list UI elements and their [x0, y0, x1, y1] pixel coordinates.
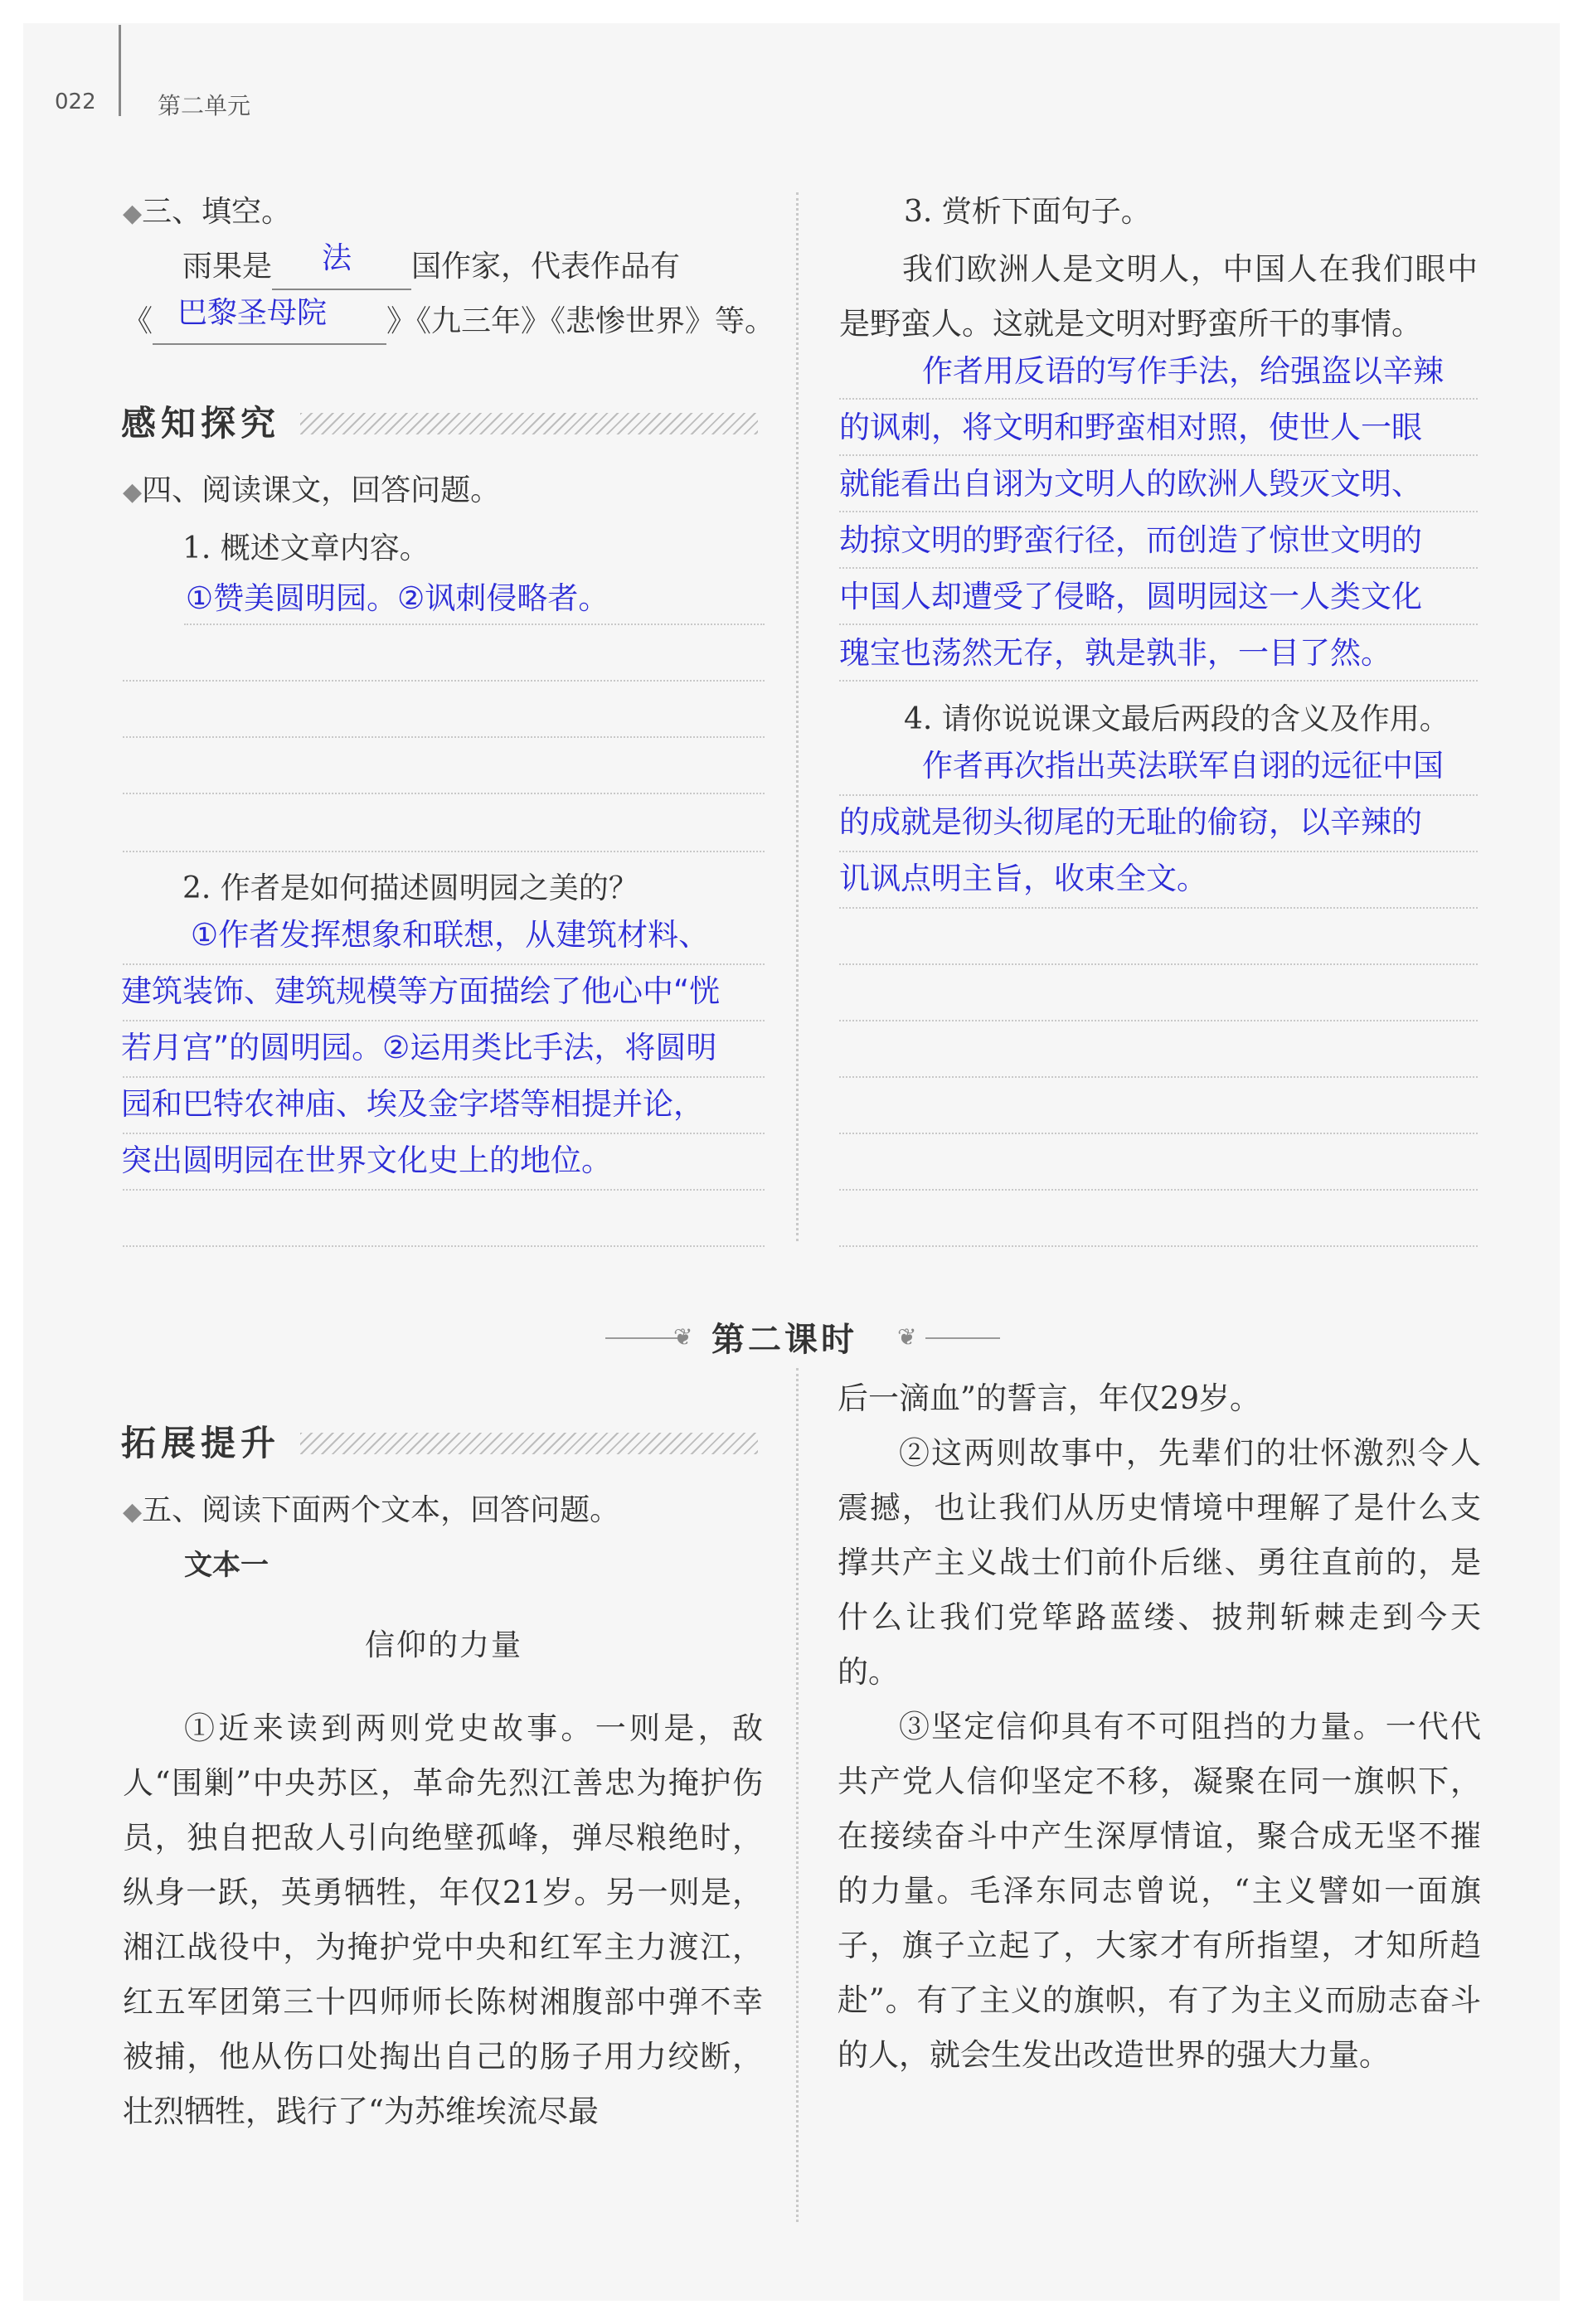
- answer-line: [123, 1076, 765, 1078]
- answer-line: [184, 623, 765, 625]
- answer-4-1: ①赞美圆明园。②讽刺侵略者。: [186, 580, 609, 616]
- answer-line-text: ①作者发挥想象和联想，从建筑材料、: [191, 917, 710, 953]
- answer-line-text: 的成就是彻头彻尾的无耻的偷窃，以辛辣的: [839, 804, 1422, 840]
- answer-line-text: 瑰宝也荡然无存，孰是孰非，一目了然。: [839, 635, 1391, 671]
- column-divider-bottom: [796, 1368, 799, 2222]
- title-rule-left: [605, 1337, 680, 1339]
- answer-line-text: 的讽刺，将文明和野蛮相对照，使世人一眼: [839, 410, 1422, 445]
- answer-line: [123, 1133, 765, 1134]
- answer-line: [123, 963, 765, 965]
- fill-blank-2[interactable]: [153, 296, 386, 345]
- answer-line: [839, 1076, 1478, 1078]
- answer-line: [839, 1020, 1478, 1021]
- article-title: 信仰的力量: [364, 1628, 522, 1662]
- answer-line: [123, 1189, 765, 1191]
- answer-line: [839, 1189, 1478, 1191]
- paragraph-1: ①近来读到两则党史故事。一则是，敌人“围剿”中央苏区，革命先烈江善忠为掩护伤员，独自把敌人引向绝壁孤峰，弹尽粮绝时，纵身一跃，英勇牺牲，年仅21岁。另一则是，湘江战役中，为掩护党中央和红军主力渡江，红五军团第三十四师师长陈树湘腹部中弹不幸被捕，他从伤口处掏出自己的肠子用力绞断，壮烈牺牲，践行了“为苏维埃流尽最: [123, 1710, 763, 2129]
- answer-line: [123, 680, 765, 682]
- fill-blank-1[interactable]: [272, 241, 411, 290]
- answer-line: [839, 794, 1478, 796]
- question-5-label: ◆五、阅读下面两个文本，回答问题。: [123, 1493, 620, 1527]
- answer-4-2: [121, 907, 776, 1189]
- answer-line: [123, 793, 765, 794]
- answer-line: [123, 851, 765, 852]
- fill-answer-1: 法: [322, 241, 352, 275]
- paragraph-3: ③坚定信仰具有不可阻挡的力量。一代代共产党人信仰坚定不移，凝聚在同一旗帜下，在接续奋斗中产生深厚情谊，聚合成无坚不摧的力量。毛泽东同志曾说，“主义譬如一面旗子，旗子立起了，大家才有所指望，才知所趋赴”。有了主义的旗帜，有了为主义而励志奋斗的人，就会生发出改造世界的强大力量。: [838, 1709, 1481, 2073]
- answer-line: [839, 454, 1478, 456]
- unit-label: 第二单元: [158, 92, 251, 119]
- answer-line-text: 中国人却遭受了侵略，圆明园这一人类文化: [839, 579, 1422, 614]
- answer-line: [839, 907, 1478, 909]
- answer-line-text: 园和巴特农神庙、埃及金字塔等相提并论，: [121, 1086, 704, 1122]
- answer-line: [839, 511, 1478, 512]
- answer-3: [839, 343, 1486, 682]
- question-3-right: 3. 赏析下面句子。: [904, 195, 1151, 229]
- section-title-extension: 拓展提升: [121, 1423, 281, 1463]
- question-4-label: ◆四、阅读课文，回答问题。: [123, 473, 501, 507]
- answer-line: [123, 1245, 765, 1247]
- answer-line: [839, 1245, 1478, 1247]
- page-number: 022: [55, 90, 96, 114]
- answer-line-text: 作者用反语的写作手法，给强盗以辛辣: [922, 353, 1444, 389]
- answer-line: [123, 736, 765, 738]
- answer-line: [839, 567, 1478, 569]
- ornament-icon: ❦: [673, 1323, 693, 1351]
- answer-line: [839, 398, 1478, 400]
- diamond-icon: ◆: [123, 199, 143, 228]
- fill-line-2: 《 巴黎圣母院 》《九三年》《悲惨世界》等。: [123, 300, 775, 345]
- answer-line: [839, 963, 1478, 965]
- question-3-label: ◆三、填空。: [123, 195, 292, 229]
- column-divider-top: [796, 192, 799, 1241]
- section-title-perception: 感知探究: [121, 403, 281, 444]
- ornament-icon: ❦: [897, 1323, 917, 1351]
- question-4-right: 4. 请你说说课文最后两段的含义及作用。: [904, 702, 1449, 736]
- diamond-icon: ◆: [123, 478, 143, 507]
- question-4-1: 1. 概述文章内容。: [182, 531, 430, 565]
- answer-line: [839, 851, 1478, 852]
- answer-line: [123, 1020, 765, 1021]
- answer-line: [839, 623, 1478, 625]
- answer-line-text: 若月宫”的圆明园。②运用类比手法，将圆明: [121, 1030, 717, 1065]
- diamond-icon: ◆: [123, 1497, 143, 1526]
- lesson-title: 第二课时: [711, 1321, 857, 1359]
- answer-line-text: 建筑装饰、建筑规模等方面描绘了他心中“恍: [121, 973, 721, 1009]
- answer-line-text: 作者再次指出英法联军自诩的远征中国: [922, 748, 1444, 784]
- section-hatch: [300, 1433, 758, 1454]
- quoted-sentence: 我们欧洲人是文明人，中国人在我们眼中是野蛮人。这就是文明对野蛮所干的事情。: [839, 251, 1478, 342]
- header-divider: [119, 25, 121, 116]
- answer-line: [839, 1133, 1478, 1134]
- question-4-2: 2. 作者是如何描述圆明园之美的？: [182, 871, 639, 905]
- section-hatch: [300, 413, 758, 434]
- answer-line-text: 突出圆明园在世界文化史上的地位。: [121, 1143, 612, 1178]
- text1-label: 文本一: [184, 1549, 269, 1582]
- paragraph-1-continued: 后一滴血”的誓言，年仅29岁。: [838, 1380, 1260, 1416]
- answer-line-text: 劫掠文明的野蛮行径，而创造了惊世文明的: [839, 522, 1422, 558]
- answer-4: [839, 738, 1486, 907]
- paragraph-2: ②这两则故事中，先辈们的壮怀激烈令人震撼，也让我们从历史情境中理解了是什么支撑共产主义战士们前仆后继、勇往直前的，是什么让我们党筚路蓝缕、披荆斩棘走到今天的。: [838, 1435, 1481, 1690]
- answer-line-text: 讥讽点明主旨，收束全文。: [839, 861, 1207, 896]
- title-rule-right: [925, 1337, 1000, 1339]
- fill-line-1: 雨果是 法 国作家，代表作品有: [182, 245, 680, 290]
- fill-answer-2: 巴黎圣母院: [177, 296, 328, 330]
- answer-line: [839, 680, 1478, 682]
- answer-line-text: 就能看出自诩为文明人的欧洲人毁灭文明、: [839, 466, 1422, 502]
